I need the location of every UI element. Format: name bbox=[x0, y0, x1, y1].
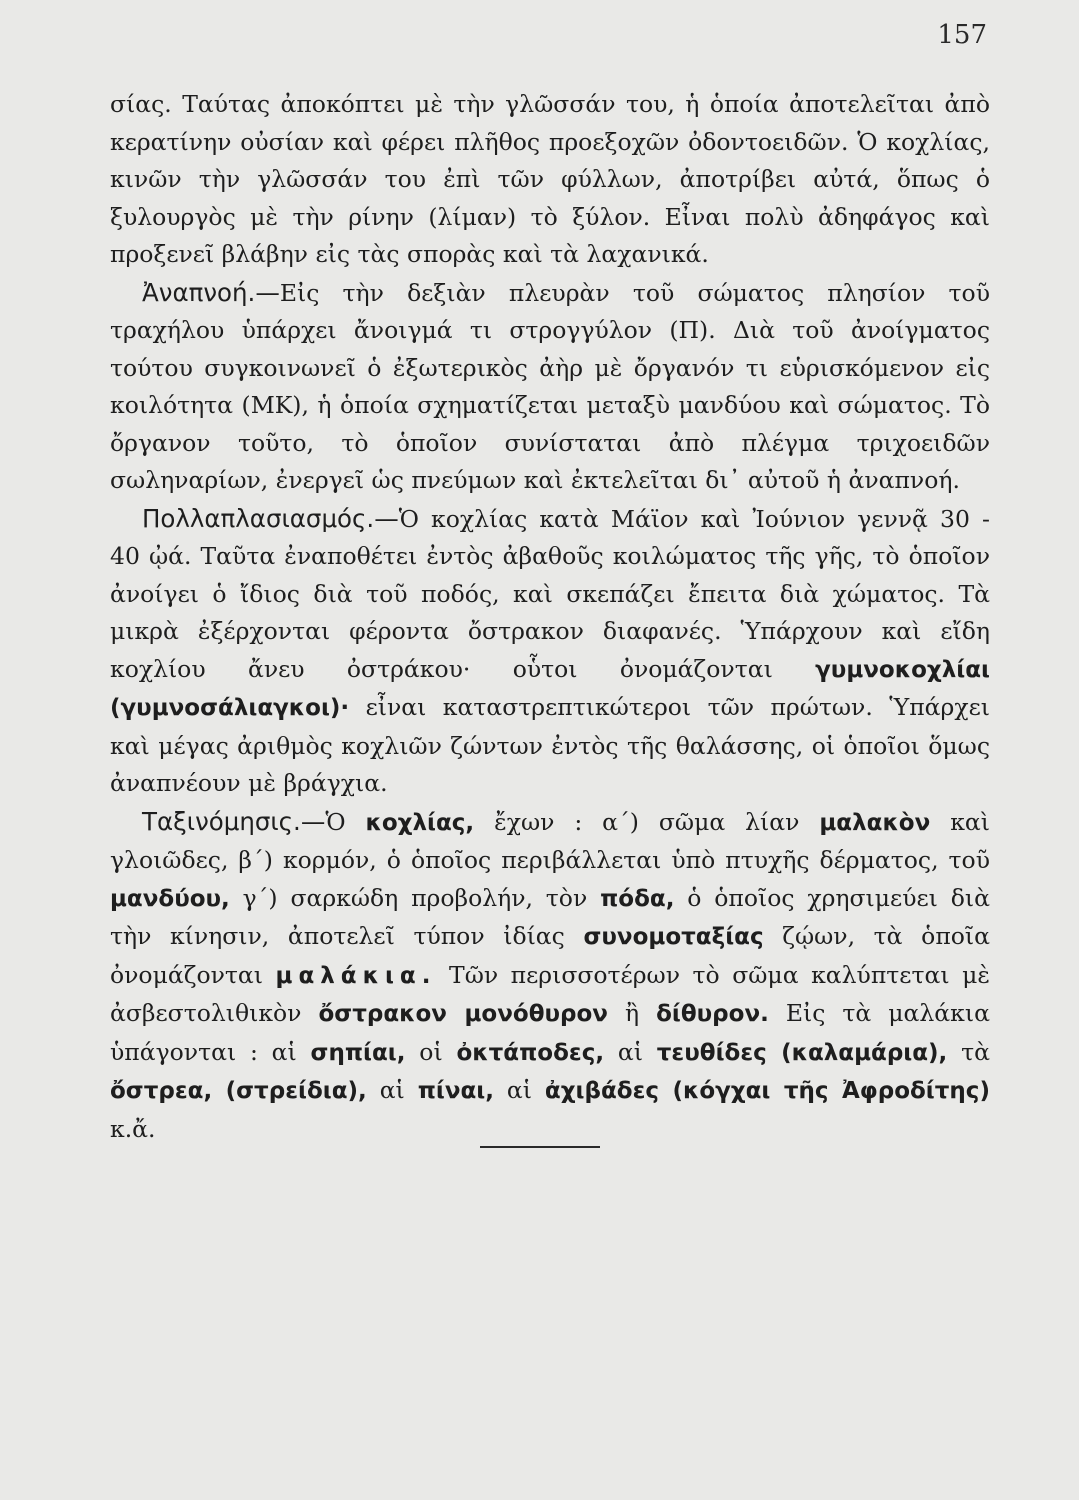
bold-term: συνομοταξίας bbox=[583, 924, 764, 950]
paragraph-text: Ὁ κοχλίας κατὰ Μάϊον καὶ Ἰούνιον γεννᾷ 30 - 40 ᾠά. Ταῦτα ἐναποθέτει ἐντὸς ἀβαθοῦς κοιλώματος τῆς γῆς, τὸ ὁποῖον ἀνοίγει ὁ ἴδιος διὰ τοῦ ποδός, καὶ σκεπάζει ἔπειτα διὰ χώματος. Τὰ μικρὰ ἐξέρχονται φέροντα ὄστρακον διαφανές. Ὑπάρχουν καὶ εἴδη κοχλίου ἄνευ ὀστράκου· οὗτοι ὀνομάζονται bbox=[110, 504, 990, 683]
text-run: καὶ γλοιῶδες, β΄) κορμόν, ὁ ὁποῖος περιβάλλεται ὑπὸ πτυχῆς δέρματος, τοῦ bbox=[110, 807, 990, 874]
section-heading-classification: Ταξινόμησις.— bbox=[142, 806, 326, 836]
bold-term: γυμνοκοχλίαι (γυμνοσάλιαγκοι)· bbox=[110, 656, 990, 721]
text-run: γ΄) σαρκώδη προβολήν, τὸν bbox=[242, 883, 588, 912]
text-run: κ.ἄ. bbox=[110, 1114, 156, 1143]
text-run: τὰ bbox=[961, 1037, 990, 1066]
text-run: Εἰς τὰ μαλάκια ὑπάγονται : αἱ bbox=[110, 999, 990, 1066]
text-run: αἱ bbox=[506, 1076, 533, 1104]
paragraph-reproduction bbox=[110, 500, 990, 803]
bold-term: ὄστρακον μονόθυρον bbox=[318, 1001, 608, 1027]
end-separator-line bbox=[480, 1146, 600, 1148]
bold-term: ἀχιβάδες (κόγχαι τῆς Ἀφροδίτης) bbox=[544, 1078, 990, 1104]
text-run: ζῴων, τὰ ὁποῖα ὀνομάζονται bbox=[110, 922, 990, 989]
bold-term: δίθυρον. bbox=[656, 1001, 769, 1027]
paragraph-respiration bbox=[110, 274, 990, 500]
text-run: ἢ bbox=[624, 999, 640, 1027]
bold-term: πίναι, bbox=[417, 1078, 495, 1104]
paragraph-feeding bbox=[110, 86, 990, 274]
text-run: Τῶν περισσοτέρων τὸ σῶμα καλύπτεται μὲ ἀσβεστολιθικὸν bbox=[110, 960, 990, 1027]
bold-term: ὀκτάποδες, bbox=[456, 1039, 605, 1066]
bold-term: μανδύου, bbox=[110, 885, 230, 912]
bold-term: τευθίδες (καλαμάρια), bbox=[656, 1039, 948, 1066]
text-run: ἔχων : α΄) σῶμα λίαν bbox=[494, 807, 800, 836]
paragraph-text: Εἰς τὴν δεξιὰν πλευρὰν τοῦ σώματος πλησίον τοῦ τραχήλου ὑπάρχει ἄνοιγμά τι στρογγύλον (Π). Διὰ τοῦ ἀνοίγματος τούτου συγκοινωνεῖ ὁ ἐξωτερικὸς ἀὴρ μὲ ὄργανόν τι εὑρισκόμενον εἰς κοιλότητα (ΜΚ), ἡ ὁποία σχηματίζεται μεταξὺ μανδύου καὶ σώματος. Τὸ ὄργανον τοῦτο, τὸ ὁποῖον συνίσταται ἀπὸ πλέγμα τριχοειδῶν σωληναρίων, ἐνεργεῖ ὡς πνεύμων καὶ ἐκτελεῖται δι᾽ αὐτοῦ ἡ ἀναπνοή. bbox=[110, 278, 990, 494]
text-run: οἱ bbox=[419, 1037, 443, 1066]
text-run: Ὁ bbox=[325, 807, 346, 836]
body-text bbox=[110, 86, 990, 1148]
paragraph-classification bbox=[110, 803, 990, 1149]
bold-term: μαλακὸν bbox=[819, 809, 931, 836]
paragraph-text: σίας. Ταύτας ἀποκόπτει μὲ τὴν γλῶσσάν του, ἡ ὁποία ἀποτελεῖται ἀπὸ κερατίνην οὐσίαν καὶ φέρει πλῆθος προεξοχῶν ὀδοντοειδῶν. Ὁ κοχλίας, κινῶν τὴν γλῶσσάν του ἐπὶ τῶν φύλλων, ἀποτρίβει αὐτά, ὅπως ὁ ξυλουργὸς μὲ τὴν ρίνην (λίμαν) τὸ ξύλον. Εἶναι πολὺ ἀδηφάγος καὶ προξενεῖ βλάβην εἰς τὰς σπορὰς καὶ τὰ λαχανικά. bbox=[110, 90, 990, 268]
bold-term: κοχλίας, bbox=[365, 809, 475, 836]
bold-term: πόδα, bbox=[600, 885, 675, 912]
text-run: ὁ ὁποῖος χρησιμεύει διὰ τὴν κίνησιν, ἀποτελεῖ τύπον ἰδίας bbox=[110, 883, 990, 950]
text-run: αἱ bbox=[617, 1037, 643, 1066]
page-number: 157 bbox=[937, 20, 987, 50]
text-run: αἱ bbox=[379, 1076, 405, 1104]
section-heading-reproduction: Πολλαπλασιασμός.— bbox=[142, 503, 399, 533]
paragraph-text: εἶναι καταστρεπτικώτεροι τῶν πρώτων. Ὑπάρχει καὶ μέγας ἀριθμὸς κοχλιῶν ζώντων ἐντὸς τῆς θαλάσσης, οἱ ὁποῖοι ὅμως ἀναπνέουν μὲ βράγχια. bbox=[110, 693, 990, 797]
bold-term: ὄστρεα, (στρείδια), bbox=[110, 1078, 367, 1104]
bold-term: σηπίαι, bbox=[310, 1039, 406, 1066]
bold-term-spaced: μαλάκια. bbox=[275, 962, 437, 989]
section-heading-respiration: Ἀναπνοή.— bbox=[142, 277, 280, 307]
